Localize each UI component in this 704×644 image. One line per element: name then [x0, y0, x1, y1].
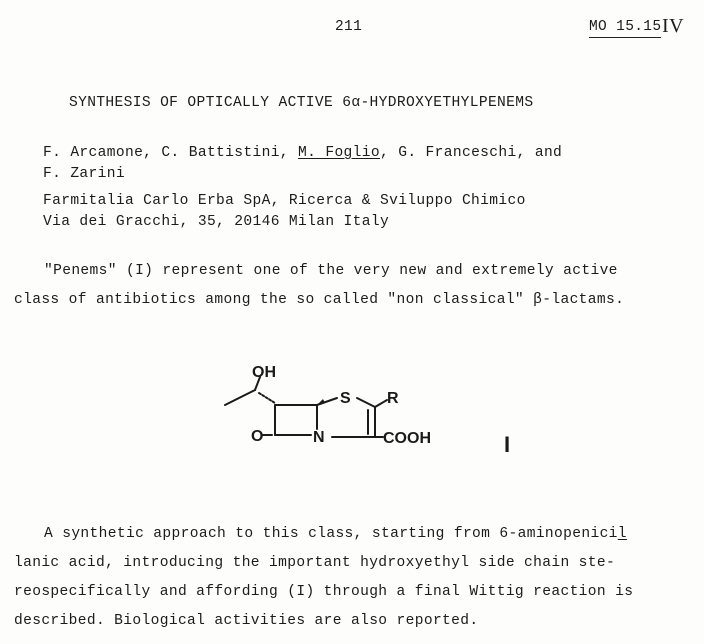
- authors-text-continued: , G. Franceschi, and: [380, 145, 563, 161]
- intro-line-1: "Penems" (I) represent one of the very new and extremely active: [44, 263, 618, 279]
- r-bond: [375, 400, 387, 407]
- sulfur-label: S: [340, 390, 351, 407]
- oh-label: OH: [252, 364, 276, 381]
- presenting-author: M. Foglio: [298, 145, 380, 161]
- paper-title: SYNTHESIS OF OPTICALLY ACTIVE 6α-HYDROXYETHYLPENEMS: [69, 95, 534, 111]
- intro-line-2: class of antibiotics among the so called "non classical" β-lactams.: [14, 292, 625, 308]
- authors-line-1: [43, 145, 562, 161]
- cooh-label: COOH: [383, 430, 431, 447]
- authors-line-2: F. Zarini: [43, 166, 125, 182]
- abstract-underlined-letter: l: [617, 526, 627, 542]
- abstract-text: A synthetic approach to this class, starting from 6-aminopenici: [44, 526, 618, 542]
- abstract-line-3: reospecifically and affording (I) through a final Wittig reaction is: [14, 584, 634, 600]
- abstract-line-1: [44, 526, 627, 542]
- compound-label: I: [504, 432, 511, 457]
- affiliation-line-1: Farmitalia Carlo Erba SpA, Ricerca & Sviluppo Chimico: [43, 193, 526, 209]
- penem-structure-diagram: [215, 355, 535, 475]
- volume-number: IV: [662, 15, 685, 37]
- r-group-label: R: [387, 390, 399, 407]
- authors-text: F. Arcamone, C. Battistini,: [43, 145, 299, 161]
- stereo-bond: [259, 393, 275, 403]
- methyl-bond: [225, 390, 255, 405]
- oxygen-label: O: [251, 428, 264, 445]
- abstract-line-4: described. Biological activities are also reported.: [14, 613, 479, 629]
- reference-code: MO 15.15: [589, 19, 661, 38]
- affiliation-line-2: Via dei Gracchi, 35, 20146 Milan Italy: [43, 214, 390, 230]
- page-number: 211: [335, 19, 363, 35]
- ring-bond-sc: [357, 398, 375, 407]
- nitrogen-label: N: [313, 429, 325, 446]
- abstract-line-2: lanic acid, introducing the important hydroxyethyl side chain ste-: [14, 555, 616, 571]
